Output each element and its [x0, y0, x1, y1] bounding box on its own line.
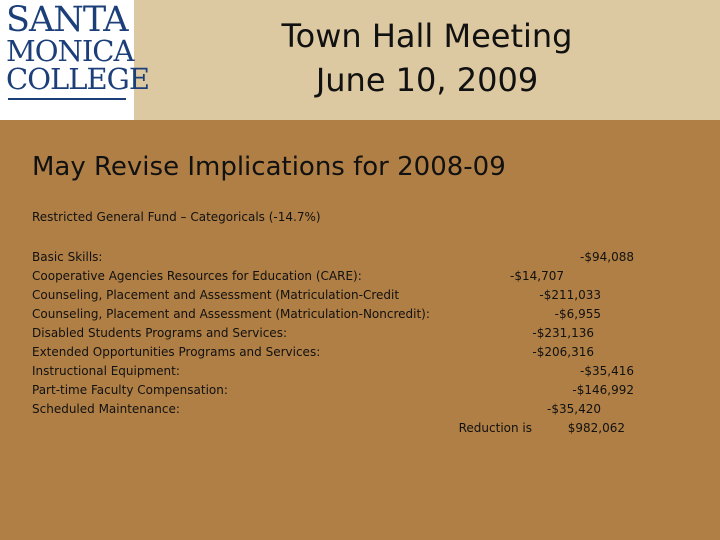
item-label: Instructional Equipment:: [32, 364, 180, 378]
item-value: -$206,316: [532, 345, 594, 359]
item-value: -$6,955: [554, 307, 601, 321]
item-value: -$14,707: [510, 269, 564, 283]
college-logo: [0, 0, 149, 120]
header-title-line-1: Town Hall Meeting: [281, 17, 573, 55]
header-title: [134, 14, 720, 102]
item-label: Basic Skills:: [32, 250, 103, 264]
item-value: -$231,136: [532, 326, 594, 340]
slide-header: [0, 0, 720, 120]
item-label: Extended Opportunities Programs and Services:: [32, 345, 321, 359]
item-value: -$146,992: [572, 383, 634, 397]
total-value: $982,062: [567, 421, 625, 435]
item-label: Disabled Students Programs and Services:: [32, 326, 287, 340]
item-label: Part-time Faculty Compensation:: [32, 383, 228, 397]
logo-line-college: COLLEGE: [6, 62, 149, 96]
item-value: -$35,420: [547, 402, 601, 416]
logo-underline: [8, 98, 126, 100]
item-label: Counseling, Placement and Assessment (Matriculation-Noncredit):: [32, 307, 430, 321]
item-label: Cooperative Agencies Resources for Education (CARE):: [32, 269, 362, 283]
logo-line-monica: MONICA: [6, 34, 134, 68]
total-label: Reduction is: [458, 421, 532, 435]
item-value: -$94,088: [580, 250, 634, 264]
logo-line-santa: SANTA: [6, 0, 128, 40]
item-value: -$211,033: [539, 288, 601, 302]
slide-heading: May Revise Implications for 2008-09: [32, 152, 506, 182]
header-title-line-2: June 10, 2009: [315, 61, 539, 99]
slide-subheading: Restricted General Fund – Categoricals (-14.7%): [32, 210, 321, 224]
item-label: Counseling, Placement and Assessment (Matriculation-Credit: [32, 288, 400, 302]
item-value: -$35,416: [580, 364, 634, 378]
item-label: Scheduled Maintenance:: [32, 402, 180, 416]
